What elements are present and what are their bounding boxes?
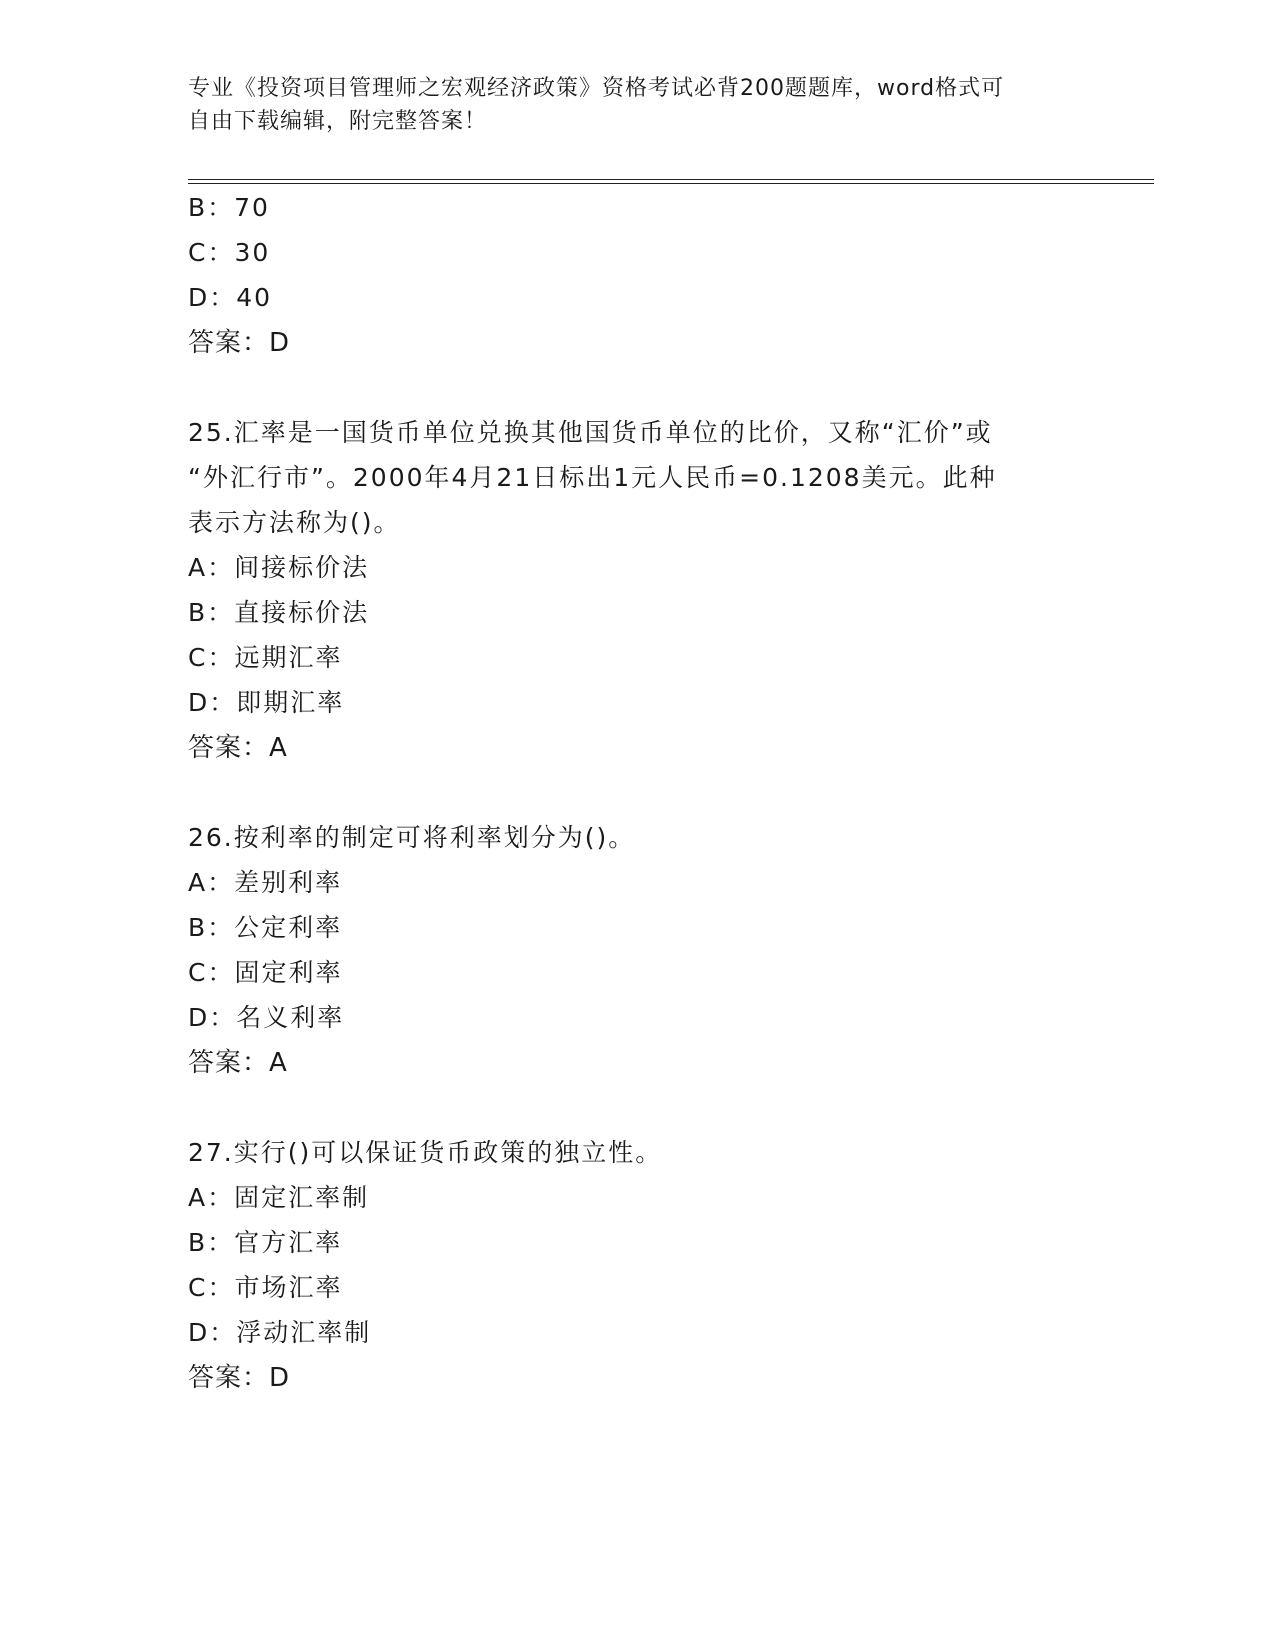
- q25-option-d: D：即期汇率: [188, 688, 345, 717]
- q25-stem-line-3: 表示方法称为()。: [188, 508, 401, 537]
- q27-answer: 答案：D: [188, 1363, 291, 1393]
- q26-option-a: A：差别利率: [188, 868, 343, 897]
- header-rule-bottom: [188, 183, 1154, 184]
- header-line-2: 自由下载编辑，附完整答案！: [188, 109, 488, 134]
- page-header: [188, 72, 1088, 138]
- q27-stem: 27.实行()可以保证货币政策的独立性。: [188, 1138, 663, 1167]
- q27-option-d: D：浮动汇率制: [188, 1318, 372, 1347]
- q24-option-b: B：70: [188, 193, 270, 222]
- q26-option-d: D：名义利率: [188, 1003, 345, 1032]
- q27-option-b: B：官方汇率: [188, 1228, 343, 1257]
- q24-option-c: C：30: [188, 238, 271, 267]
- header-rule-top: [188, 179, 1154, 180]
- q27-option-c: C：市场汇率: [188, 1273, 343, 1302]
- q26-option-b: B：公定利率: [188, 913, 343, 942]
- q24-option-d: D：40: [188, 283, 273, 312]
- header-line-1: 专业《投资项目管理师之宏观经济政策》资格考试必背200题题库，word格式可: [188, 76, 1005, 101]
- q27-option-a: A：固定汇率制: [188, 1183, 370, 1212]
- q26-answer: 答案：A: [188, 1048, 288, 1078]
- q26-stem: 26.按利率的制定可将利率划分为()。: [188, 823, 636, 852]
- q25-stem-line-2: “外汇行市”。2000年4月21日标出1元人民币=0.1208美元。此种: [188, 463, 997, 492]
- q25-answer: 答案：A: [188, 733, 288, 763]
- q25-stem-line-1: 25.汇率是一国货币单位兑换其他国货币单位的比价，又称“汇价”或: [188, 418, 993, 447]
- q25-option-b: B：直接标价法: [188, 598, 370, 627]
- q25-option-a: A：间接标价法: [188, 553, 370, 582]
- q26-option-c: C：固定利率: [188, 958, 343, 987]
- q24-answer: 答案：D: [188, 328, 291, 358]
- q25-option-c: C：远期汇率: [188, 643, 343, 672]
